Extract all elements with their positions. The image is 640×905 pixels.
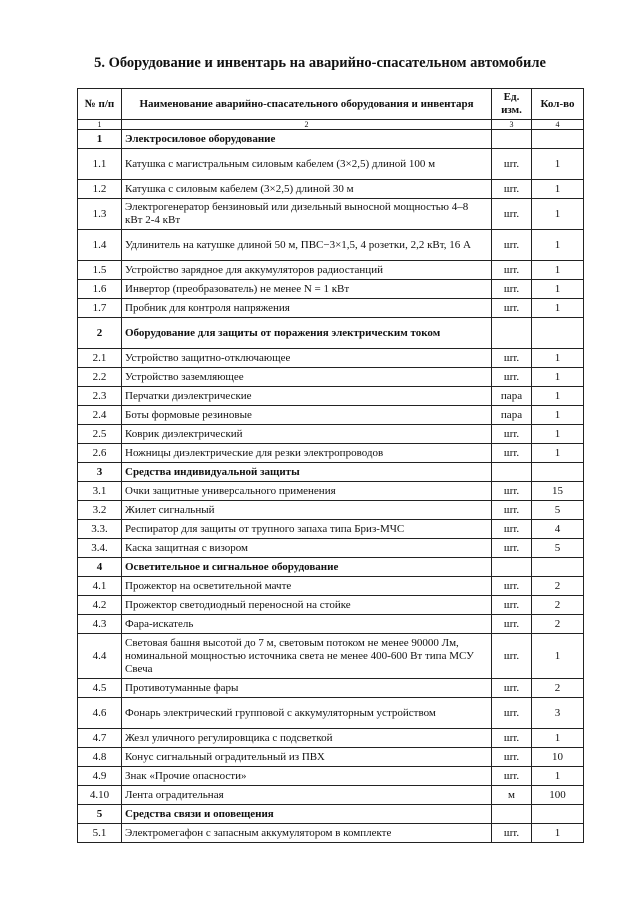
table-row [78, 698, 584, 729]
row-unit: шт. [492, 729, 532, 748]
row-quantity: 2 [532, 596, 584, 615]
header-row [78, 89, 584, 120]
table-row [78, 824, 584, 843]
row-unit: шт. [492, 679, 532, 698]
section-row [78, 558, 584, 577]
row-quantity: 1 [532, 280, 584, 299]
row-unit: шт. [492, 149, 532, 180]
table-row [78, 406, 584, 425]
row-name: Прожектор светодиодный переносной на стойке [122, 596, 492, 615]
row-quantity: 1 [532, 230, 584, 261]
row-name: Катушка с силовым кабелем (3×2,5) длиной 30 м [122, 180, 492, 199]
header-number: № п/п [78, 89, 122, 120]
row-number: 3 [78, 463, 122, 482]
table-row [78, 261, 584, 280]
row-number: 4.10 [78, 786, 122, 805]
row-name: Жезл уличного регулировщика с подсветкой [122, 729, 492, 748]
row-number: 1.4 [78, 230, 122, 261]
row-unit [492, 318, 532, 349]
row-quantity: 1 [532, 261, 584, 280]
row-number: 4.9 [78, 767, 122, 786]
row-name: Противотуманные фары [122, 679, 492, 698]
row-name: Ножницы диэлектрические для резки электропроводов [122, 444, 492, 463]
section-row [78, 805, 584, 824]
row-number: 2.1 [78, 349, 122, 368]
row-number: 2.2 [78, 368, 122, 387]
row-unit [492, 463, 532, 482]
row-unit [492, 805, 532, 824]
row-number: 4.5 [78, 679, 122, 698]
row-unit [492, 558, 532, 577]
table-row [78, 299, 584, 318]
column-number-row [78, 120, 584, 130]
row-name: Прожектор на осветительной мачте [122, 577, 492, 596]
row-unit: пара [492, 387, 532, 406]
row-name: Лента оградительная [122, 786, 492, 805]
row-number: 4.7 [78, 729, 122, 748]
table-body [78, 130, 584, 843]
row-number: 5 [78, 805, 122, 824]
row-name: Фара-искатель [122, 615, 492, 634]
row-quantity: 1 [532, 406, 584, 425]
table-row [78, 577, 584, 596]
row-unit: шт. [492, 482, 532, 501]
table-row [78, 368, 584, 387]
row-name: Перчатки диэлектрические [122, 387, 492, 406]
row-number: 3.2 [78, 501, 122, 520]
row-number: 2 [78, 318, 122, 349]
row-number: 1.1 [78, 149, 122, 180]
table-row [78, 199, 584, 230]
row-name: Пробник для контроля напряжения [122, 299, 492, 318]
row-number: 4.3 [78, 615, 122, 634]
table-row [78, 615, 584, 634]
row-unit: шт. [492, 180, 532, 199]
row-name: Устройство зарядное для аккумуляторов радиостанций [122, 261, 492, 280]
column-number: 4 [532, 120, 584, 130]
row-quantity: 2 [532, 577, 584, 596]
table-row [78, 520, 584, 539]
row-unit: шт. [492, 577, 532, 596]
table-row [78, 596, 584, 615]
row-quantity: 1 [532, 729, 584, 748]
table-row [78, 679, 584, 698]
row-unit: шт. [492, 615, 532, 634]
row-number: 1.5 [78, 261, 122, 280]
row-name: Удлинитель на катушке длиной 50 м, ПВС−3×1,5, 4 розетки, 2,2 кВт, 16 А [122, 230, 492, 261]
table-row [78, 387, 584, 406]
row-name: Средства индивидуальной защиты [122, 463, 492, 482]
row-number: 1.3 [78, 199, 122, 230]
row-quantity: 5 [532, 501, 584, 520]
table-row [78, 501, 584, 520]
table-row [78, 729, 584, 748]
column-number: 2 [122, 120, 492, 130]
row-number: 1.2 [78, 180, 122, 199]
row-number: 5.1 [78, 824, 122, 843]
row-number: 3.3. [78, 520, 122, 539]
row-quantity: 1 [532, 199, 584, 230]
row-quantity: 1 [532, 387, 584, 406]
row-quantity: 1 [532, 368, 584, 387]
row-quantity [532, 558, 584, 577]
row-quantity: 1 [532, 767, 584, 786]
row-name: Световая башня высотой до 7 м, световым потоком не менее 90000 Лм, номинальной мощностью источника света не менее 400-600 Вт типа МСУ Свеча [122, 634, 492, 679]
row-unit: шт. [492, 634, 532, 679]
row-unit: шт. [492, 199, 532, 230]
table-row [78, 482, 584, 501]
row-number: 1.6 [78, 280, 122, 299]
row-unit: шт. [492, 280, 532, 299]
row-number: 1 [78, 130, 122, 149]
row-name: Инвертор (преобразователь) не менее N = 1 кВт [122, 280, 492, 299]
row-name: Боты формовые резиновые [122, 406, 492, 425]
row-unit: шт. [492, 596, 532, 615]
header-quantity: Кол-во [532, 89, 584, 120]
table-row [78, 425, 584, 444]
row-quantity: 100 [532, 786, 584, 805]
row-number: 2.4 [78, 406, 122, 425]
row-quantity: 2 [532, 615, 584, 634]
row-name: Конус сигнальный оградительный из ПВХ [122, 748, 492, 767]
row-name: Знак «Прочие опасности» [122, 767, 492, 786]
row-number: 4.1 [78, 577, 122, 596]
row-number: 4.8 [78, 748, 122, 767]
row-quantity: 1 [532, 299, 584, 318]
row-unit: шт. [492, 748, 532, 767]
row-unit: шт. [492, 501, 532, 520]
row-number: 4.6 [78, 698, 122, 729]
row-quantity [532, 130, 584, 149]
row-name: Респиратор для защиты от трупного запаха типа Бриз-МЧС [122, 520, 492, 539]
table-row [78, 349, 584, 368]
row-unit: шт. [492, 824, 532, 843]
row-name: Электромегафон с запасным аккумулятором в комплекте [122, 824, 492, 843]
column-number: 3 [492, 120, 532, 130]
row-name: Очки защитные универсального применения [122, 482, 492, 501]
table-row [78, 230, 584, 261]
section-row [78, 318, 584, 349]
row-unit: м [492, 786, 532, 805]
table-row [78, 280, 584, 299]
table-row [78, 634, 584, 679]
row-quantity: 3 [532, 698, 584, 729]
row-quantity: 4 [532, 520, 584, 539]
row-quantity [532, 463, 584, 482]
row-quantity: 1 [532, 824, 584, 843]
row-unit: шт. [492, 767, 532, 786]
row-quantity: 15 [532, 482, 584, 501]
document-title: 5. Оборудование и инвентарь на аварийно-спасательном автомобиле [94, 55, 546, 71]
row-quantity [532, 318, 584, 349]
row-name: Осветительное и сигнальное оборудование [122, 558, 492, 577]
table-row [78, 180, 584, 199]
table-header [78, 89, 584, 130]
row-name: Катушка с магистральным силовым кабелем (3×2,5) длиной 100 м [122, 149, 492, 180]
row-number: 2.3 [78, 387, 122, 406]
row-unit: шт. [492, 425, 532, 444]
row-number: 2.5 [78, 425, 122, 444]
row-number: 4.4 [78, 634, 122, 679]
row-quantity: 1 [532, 349, 584, 368]
table-row [78, 444, 584, 463]
row-unit: шт. [492, 230, 532, 261]
row-unit: шт. [492, 520, 532, 539]
row-name: Каска защитная с визором [122, 539, 492, 558]
row-unit: шт. [492, 698, 532, 729]
row-name: Средства связи и оповещения [122, 805, 492, 824]
section-row [78, 463, 584, 482]
row-unit: шт. [492, 539, 532, 558]
row-number: 3.4. [78, 539, 122, 558]
row-quantity: 1 [532, 180, 584, 199]
header-unit: Ед. изм. [492, 89, 532, 120]
row-unit: шт. [492, 444, 532, 463]
row-unit: пара [492, 406, 532, 425]
section-row [78, 130, 584, 149]
row-number: 1.7 [78, 299, 122, 318]
row-name: Оборудование для защиты от поражения электрическим током [122, 318, 492, 349]
row-quantity: 5 [532, 539, 584, 558]
row-quantity: 1 [532, 634, 584, 679]
row-name: Коврик диэлектрический [122, 425, 492, 444]
row-quantity: 10 [532, 748, 584, 767]
row-quantity: 1 [532, 444, 584, 463]
row-quantity: 1 [532, 425, 584, 444]
row-number: 4 [78, 558, 122, 577]
row-quantity [532, 805, 584, 824]
table-row [78, 748, 584, 767]
row-unit: шт. [492, 261, 532, 280]
row-unit [492, 130, 532, 149]
row-name: Жилет сигнальный [122, 501, 492, 520]
row-name: Электрогенератор бензиновый или дизельный выносной мощностью 4–8 кВт 2-4 кВт [122, 199, 492, 230]
equipment-table [77, 88, 584, 843]
header-name: Наименование аварийно-спасательного оборудования и инвентаря [122, 89, 492, 120]
row-number: 4.2 [78, 596, 122, 615]
row-number: 3.1 [78, 482, 122, 501]
table-row [78, 786, 584, 805]
row-unit: шт. [492, 299, 532, 318]
column-number: 1 [78, 120, 122, 130]
row-quantity: 2 [532, 679, 584, 698]
row-name: Электросиловое оборудование [122, 130, 492, 149]
row-quantity: 1 [532, 149, 584, 180]
table-row [78, 149, 584, 180]
row-name: Устройство заземляющее [122, 368, 492, 387]
row-name: Устройство защитно-отключающее [122, 349, 492, 368]
row-number: 2.6 [78, 444, 122, 463]
row-unit: шт. [492, 368, 532, 387]
row-unit: шт. [492, 349, 532, 368]
row-name: Фонарь электрический групповой с аккумуляторным устройством [122, 698, 492, 729]
table-row [78, 767, 584, 786]
table-row [78, 539, 584, 558]
